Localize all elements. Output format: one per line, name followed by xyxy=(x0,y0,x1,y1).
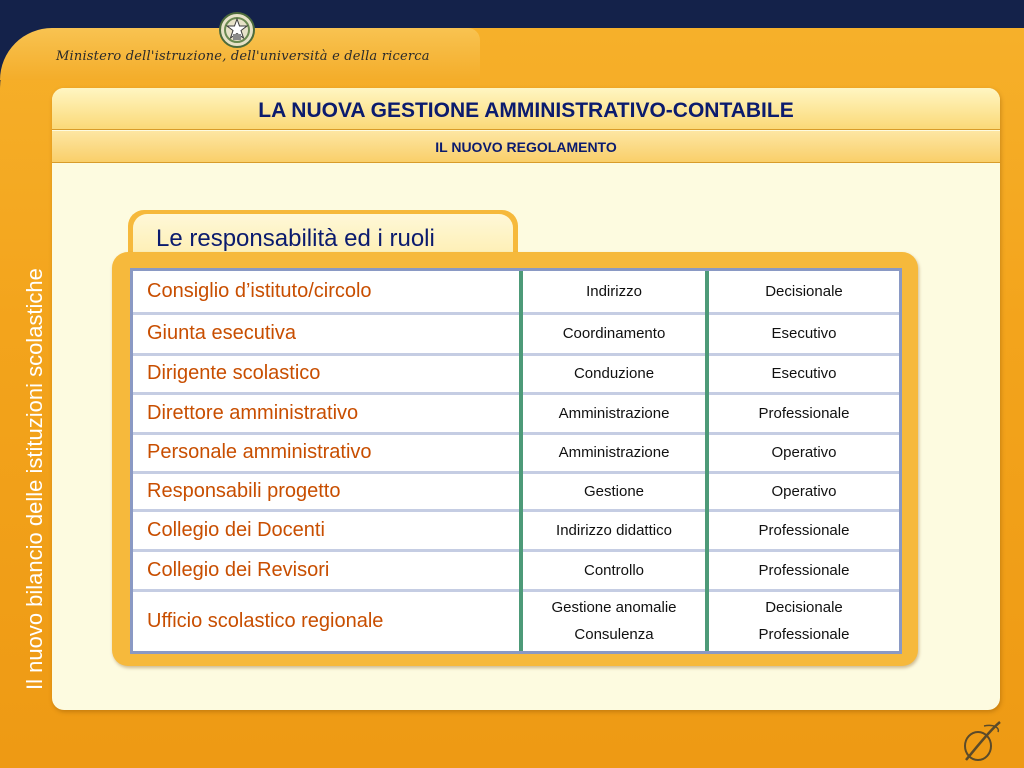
role-type-cell xyxy=(707,271,899,313)
role-type-cell xyxy=(707,433,899,472)
ministry-name: Ministero dell'istruzione, dell'università e della ricerca xyxy=(56,49,430,64)
role-type-cell xyxy=(707,472,899,510)
role-type-line: Decisionale xyxy=(765,599,843,617)
function-line: Amministrazione xyxy=(558,444,670,461)
function-line: Indirizzo didattico xyxy=(556,521,672,539)
function-cell xyxy=(521,510,707,550)
role-type-line: Operativo xyxy=(771,482,837,500)
function-cell xyxy=(521,393,707,433)
subtitle-bar xyxy=(52,131,1000,163)
function-cell xyxy=(521,433,707,472)
table-row xyxy=(133,472,899,510)
table-row xyxy=(133,510,899,550)
role-type-cell xyxy=(707,393,899,433)
page-subtitle: IL NUOVO REGOLAMENTO xyxy=(435,139,617,155)
function-cell xyxy=(521,550,707,590)
title-bar xyxy=(52,88,1000,130)
table-row xyxy=(133,313,899,354)
role-type-line: Operativo xyxy=(771,444,837,461)
section-title: Le responsabilità ed i ruoli xyxy=(156,225,435,252)
role-type-line: Professionale xyxy=(758,521,850,539)
table-row xyxy=(133,433,899,472)
table-row xyxy=(133,550,899,590)
function-line: Gestione anomalie xyxy=(551,599,677,617)
function-line: Indirizzo xyxy=(586,282,642,300)
function-line: Gestione xyxy=(583,482,645,500)
function-cell xyxy=(521,271,707,313)
role-type-line: Professionale xyxy=(758,561,850,579)
roles-table xyxy=(133,271,899,651)
function-line: Controllo xyxy=(583,561,645,579)
role-type-cell xyxy=(707,550,899,590)
role-name-cell: Direttore amministrativo xyxy=(133,393,521,433)
role-name-cell: Ufficio scolastico regionale xyxy=(133,590,521,651)
role-type-line: Decisionale xyxy=(765,282,843,300)
table-row xyxy=(133,393,899,433)
role-name-cell: Collegio dei Docenti xyxy=(133,510,521,550)
function-cell xyxy=(521,313,707,354)
role-name-cell: Giunta esecutiva xyxy=(133,313,521,354)
function-line: Coordinamento xyxy=(562,325,666,342)
ministry-logo-icon xyxy=(960,718,1004,764)
role-type-cell xyxy=(707,354,899,393)
role-name-cell: Responsabili progetto xyxy=(133,472,521,510)
role-type-cell xyxy=(707,590,899,651)
role-name-cell: Collegio dei Revisori xyxy=(133,550,521,590)
page-title: LA NUOVA GESTIONE AMMINISTRATIVO-CONTABILE xyxy=(258,99,794,122)
role-type-cell xyxy=(707,510,899,550)
table-row xyxy=(133,271,899,313)
function-cell xyxy=(521,472,707,510)
italian-republic-emblem-icon xyxy=(218,10,256,50)
table-row xyxy=(133,354,899,393)
role-type-line: Esecutivo xyxy=(771,325,837,342)
function-line: Consulenza xyxy=(574,626,654,644)
sidebar-vertical-title: Il nuovo bilancio delle istituzioni scolastiche xyxy=(22,268,47,690)
role-name-cell: Consiglio d’istituto/circolo xyxy=(133,271,521,313)
function-cell xyxy=(521,590,707,651)
function-line: Conduzione xyxy=(573,365,655,382)
role-type-line: Esecutivo xyxy=(771,365,837,382)
role-type-cell xyxy=(707,313,899,354)
role-type-line: Professionale xyxy=(758,404,850,422)
function-line: Amministrazione xyxy=(558,404,670,422)
function-cell xyxy=(521,354,707,393)
role-name-cell: Dirigente scolastico xyxy=(133,354,521,393)
table-row xyxy=(133,590,899,651)
role-type-line: Professionale xyxy=(758,626,850,644)
role-name-cell: Personale amministrativo xyxy=(133,433,521,472)
